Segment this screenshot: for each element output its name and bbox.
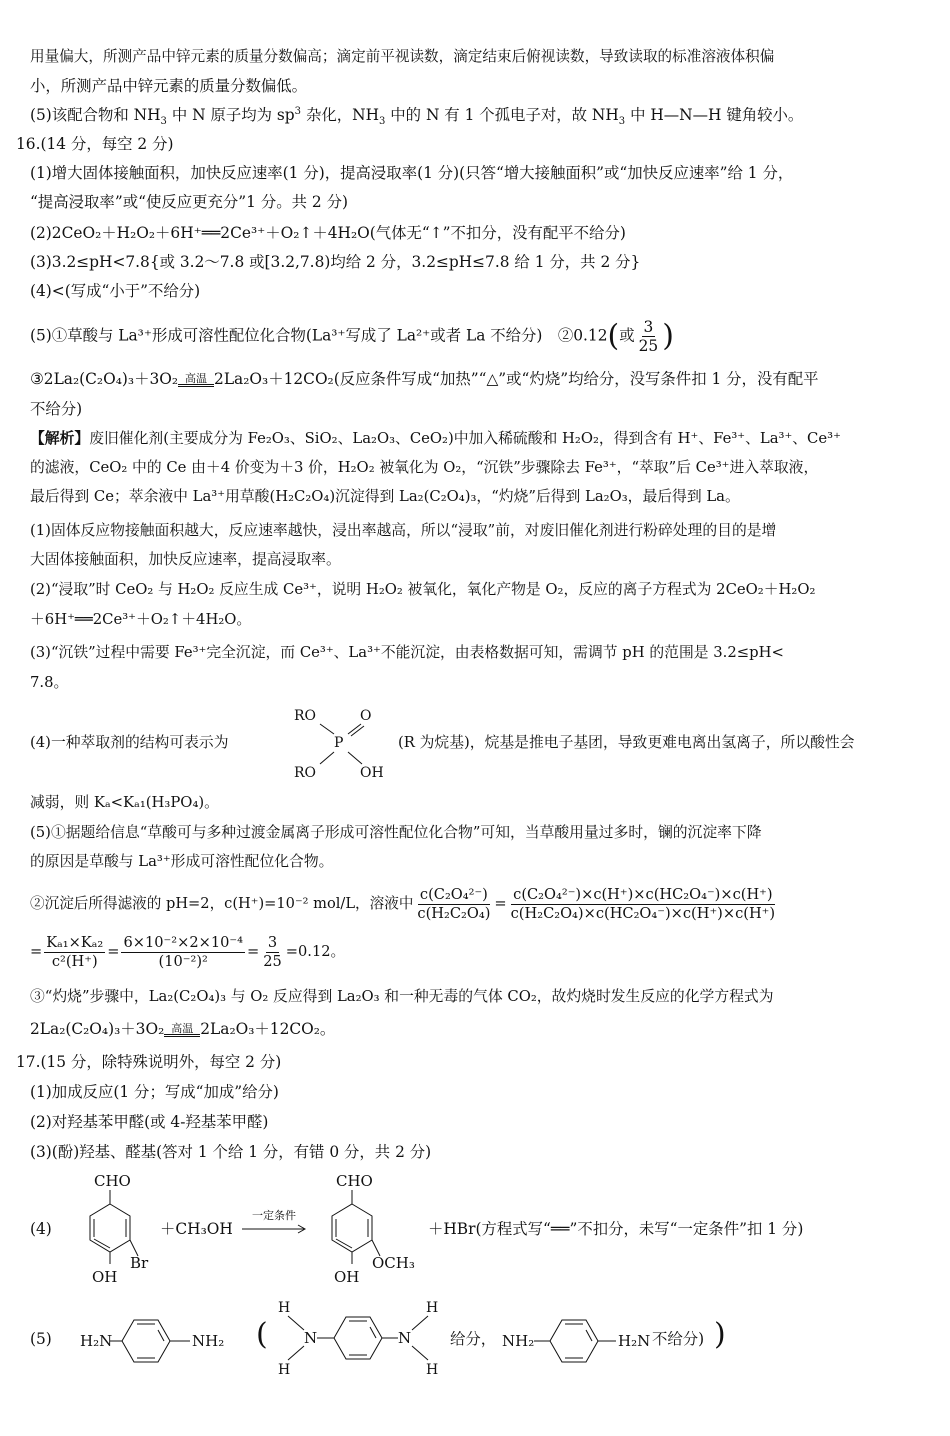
- nh2-label: NH₂: [502, 1332, 535, 1350]
- p-phenylenediamine-expanded: [272, 1296, 452, 1376]
- reaction-condition: 高温: [164, 1023, 200, 1037]
- text-line: = $\frac{\text{Kₐ₁×Kₐ₂}}{\text{c²(H⁺)}}$ = $\frac{\text{6×10⁻²×2×10⁻⁴}}{\text{(10⁻²)²}}$ = $\frac{3}{25}$ =0.12。: [30, 933, 346, 970]
- close-paren: ): [714, 1317, 726, 1352]
- text-line: (3)(酚)羟基、醛基(答对 1 个给 1 分，有错 0 分，共 2 分): [30, 1143, 432, 1161]
- h2n-label: H₂N: [618, 1332, 651, 1350]
- n-label: N: [304, 1329, 318, 1347]
- question-16-header: 16.(14 分，每空 2 分): [16, 135, 174, 153]
- cho-label: CHO: [94, 1172, 131, 1190]
- fraction: $\frac{\text{Kₐ₁×Kₐ₂}}{\text{c²(H⁺)}}$: [46, 933, 104, 970]
- text-line: (1)加成反应(1 分；写成“加成”给分): [30, 1083, 279, 1101]
- text-line: (2)2CeO₂＋H₂O₂＋6H⁺══2Ce³⁺＋O₂↑＋4H₂O(气体无“↑”不扣分，没有配平不给分): [30, 224, 626, 242]
- oh-label: OH: [360, 765, 384, 781]
- ro-label: RO: [294, 765, 317, 781]
- reaction-arrow: [240, 1224, 308, 1234]
- open-paren: (: [256, 1317, 268, 1352]
- text-line: 不给分): [652, 1330, 705, 1348]
- fraction: $\frac{\text{c(C₂O₄²⁻)}}{\text{c(H₂C₂O₄)}}$: [417, 885, 491, 922]
- text-line: (5)①据题给信息“草酸可与多种过渡金属离子形成可溶性配位化合物”可知，当草酸用量过多时，镧的沉淀率下降: [30, 824, 762, 841]
- text-line: 减弱，则 Kₐ<Kₐ₁(H₃PO₄)。: [30, 794, 219, 811]
- vanillin-structure: [300, 1168, 430, 1290]
- text-line: 用量偏大，所测产品中锌元素的质量分数偏高；滴定前平视读数，滴定结束后俯视读数，导致读取的标准溶液体积偏: [30, 48, 775, 65]
- bromo-hydroxy-benzaldehyde: [58, 1168, 168, 1290]
- text-line: (5): [30, 1330, 52, 1348]
- analysis-tag: 【解析】: [30, 430, 90, 447]
- ro-label: RO: [294, 708, 317, 724]
- text-line: 的滤液，CeO₂ 中的 Ce 由＋4 价变为＋3 价，H₂O₂ 被氧化为 O₂，“沉铁”步骤除去 Fe³⁺，“萃取”后 Ce³⁺进入萃取液，: [30, 459, 819, 476]
- text-line: “提高浸取率”或“使反应更充分”1 分。共 2 分): [30, 193, 348, 211]
- text-line: ＋CH₃OH: [160, 1220, 233, 1238]
- oh-label: OH: [334, 1268, 360, 1286]
- text-line: ＋HBr(方程式写“══”不扣分，未写“一定条件”扣 1 分): [428, 1220, 804, 1238]
- h-label: H: [426, 1300, 439, 1316]
- text-line: 7.8。: [30, 674, 69, 691]
- text-line: ③2La₂(C₂O₄)₃＋3O₂ 高温 2La₂O₃＋12CO₂(反应条件写成“加热”“△”或“灼烧”均给分，没写条件扣 1 分，没有配平: [30, 370, 819, 388]
- br-label: Br: [130, 1254, 149, 1272]
- text-line: (R 为烷基)，烷基是推电子基团，导致更难电离出氢离子，所以酸性会: [398, 734, 855, 751]
- text-line: ＋6H⁺══2Ce³⁺＋O₂↑＋4H₂O。: [30, 611, 252, 628]
- fraction: $\frac{3}{25}$: [263, 933, 282, 970]
- text-line: (5)①草酸与 La³⁺形成可溶性配位化合物(La³⁺写成了 La²⁺或者 La 不给分) ②0.12(或 $\frac{3}{25}$ ): [30, 318, 674, 355]
- fraction: $\frac{3}{25}$: [638, 318, 659, 355]
- text-line: (1)固体反应物接触面积越大，反应速率越快，浸出率越高，所以“浸取”前，对废旧催化剂进行粉碎处理的目的是增: [30, 522, 777, 539]
- o-label: O: [360, 708, 372, 724]
- text-line: 大固体接触面积，加快反应速率，提高浸取率。: [30, 551, 341, 568]
- text-line: 最后得到 Ce；萃余液中 La³⁺用草酸(H₂C₂O₄)沉淀得到 La₂(C₂O₄)₃，“灼烧”后得到 La₂O₃，最后得到 La。: [30, 488, 740, 505]
- text-line: 2La₂(C₂O₄)₃＋3O₂ 高温 2La₂O₃＋12CO₂。: [30, 1020, 336, 1038]
- question-17-header: 17.(15 分，除特殊说明外，每空 2 分): [16, 1053, 282, 1071]
- text-line: ②沉淀后所得滤液的 pH=2，c(H⁺)=10⁻² mol/L，溶液中 $\frac{\text{c(C₂O₄²⁻)}}{\text{c(H₂C₂O₄)}}$ = $\frac{\text{c(C₂O₄²⁻)×c(H⁺)×c(HC₂O₄⁻)×c(H⁺)}}{\text{c(H₂C₂O₄)×c(HC₂O₄⁻)×c(H⁺)×c(H⁺)}}$: [30, 885, 776, 922]
- text-line: (2)对羟基苯甲醛(或 4-羟基苯甲醛): [30, 1113, 269, 1131]
- text-line: 小，所测产品中锌元素的质量分数偏低。: [30, 77, 308, 95]
- text-line: 的原因是草酸与 La³⁺形成可溶性配位化合物。: [30, 853, 334, 870]
- text-line: 不给分): [30, 400, 83, 418]
- text-line: 给分，: [450, 1330, 497, 1348]
- fraction: $\frac{\text{c(C₂O₄²⁻)×c(H⁺)×c(HC₂O₄⁻)×c(H⁺)}}{\text{c(H₂C₂O₄)×c(HC₂O₄⁻)×c(H⁺)×c(H⁺)}}$: [510, 885, 776, 922]
- text-line: (2)“浸取”时 CeO₂ 与 H₂O₂ 反应生成 Ce³⁺，说明 H₂O₂ 被氧化，氧化产物是 O₂，反应的离子方程式为 2CeO₂＋H₂O₂: [30, 581, 816, 598]
- reaction-condition: 高温: [178, 373, 214, 387]
- n-label: N: [398, 1329, 412, 1347]
- text-line: (4): [30, 1220, 52, 1238]
- h-label: H: [278, 1300, 291, 1316]
- text-line: (3)3.2≤pH<7.8{或 3.2～7.8 或[3.2,7.8)均给 2 分，3.2≤pH≤7.8 给 1 分，共 2 分}: [30, 253, 641, 271]
- oh-label: OH: [92, 1268, 118, 1286]
- text-line: (4)<(写成“小于”不给分): [30, 282, 201, 300]
- p-phenylenediamine: [78, 1310, 248, 1370]
- cho-label: CHO: [336, 1172, 373, 1190]
- text-line: (4)一种萃取剂的结构可表示为: [30, 734, 229, 751]
- text-line: (3)“沉铁”过程中需要 Fe³⁺完全沉淀，而 Ce³⁺、La³⁺不能沉淀，由表格数据可知，需调节 pH 的范围是 3.2≤pH<: [30, 644, 784, 661]
- nh2-label: NH₂: [192, 1332, 225, 1350]
- text-line: (5)该配合物和 $NH_3$ 中 N 原子均为 $sp^3$ 杂化，$NH_3$ 中的 N 有 1 个孤电子对，故 $NH_3$ 中 H—N—H 键角较小。: [30, 105, 804, 128]
- text-line: (1)增大固体接触面积，加快反应速率(1 分)，提高浸取率(1 分)(只答“增大接触面积”或“加快反应速率”给 1 分，: [30, 164, 794, 182]
- h2n-label: H₂N: [80, 1332, 113, 1350]
- text-line: 【解析】废旧催化剂(主要成分为 Fe₂O₃、SiO₂、La₂O₃、CeO₂)中加入稀硫酸和 H₂O₂，得到含有 H⁺、Fe³⁺、La³⁺、Ce³⁺: [30, 430, 841, 447]
- p-label: P: [334, 735, 344, 751]
- h-label: H: [426, 1362, 439, 1376]
- h-label: H: [278, 1362, 291, 1376]
- fraction: $\frac{\text{6×10⁻²×2×10⁻⁴}}{\text{(10⁻²)²}}$: [123, 933, 243, 970]
- phosphate-structure: [290, 700, 400, 784]
- och3-label: OCH₃: [372, 1254, 415, 1272]
- reaction-condition-label: 一定条件: [252, 1209, 296, 1222]
- text-line: ③“灼烧”步骤中，La₂(C₂O₄)₃ 与 O₂ 反应得到 La₂O₃ 和一种无毒的气体 CO₂，故灼烧时发生反应的化学方程式为: [30, 988, 774, 1005]
